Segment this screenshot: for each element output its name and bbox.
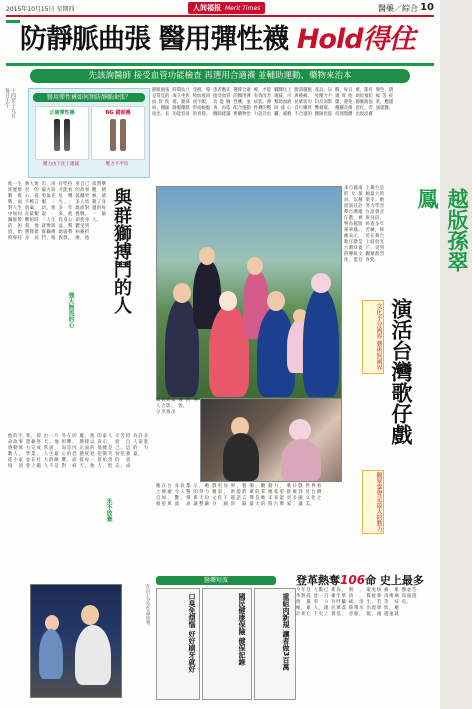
speaker-photo-caption: 在台上分享生命故事。 — [145, 584, 150, 629]
brief-box-1 — [156, 588, 200, 700]
correct-caption: 壓力由下往上遞減 — [43, 162, 79, 167]
speaker-photo[interactable] — [30, 584, 122, 698]
main-headline-text: 防靜脈曲張 醫用彈性襪 — [20, 24, 289, 55]
column-text: 十四至十九日 每日上午 — [4, 88, 16, 118]
person-figure — [75, 625, 111, 685]
issue-date: 2015年10月15日 星期四 — [6, 6, 75, 13]
sub-headline: 先該詢醫師 接受血管功能檢查 再選用合適襪 並輔助運動、藥物來治本 — [30, 69, 410, 83]
masthead-bar — [6, 2, 434, 17]
inset-photo[interactable] — [200, 398, 342, 482]
person-head — [173, 283, 191, 303]
newspaper-logo[interactable] — [188, 2, 265, 14]
page-number: 10 — [420, 2, 434, 13]
logo-english: Merit Times — [225, 4, 261, 12]
person-head — [247, 257, 263, 275]
person-head — [289, 419, 311, 441]
article-left-headline: 與群獅搏鬥的人 — [111, 188, 132, 314]
dengue-headline-pre: 登革熱奪 — [296, 574, 340, 587]
article-left-kicker-2: 永不放棄 — [105, 498, 112, 522]
dengue-headline-number: 106 — [340, 573, 366, 587]
person-head — [81, 605, 99, 625]
photo-caption: 演員與家人合影，分享演出後的喜悅。 — [156, 398, 198, 415]
cast-group-photo[interactable] — [156, 186, 342, 400]
person-head — [267, 291, 285, 311]
article-left-body: 他一生經歷無數挑戰，面對人生中如同獅群般的困境，始終保持強大無畏的心，從不輕言放棄。在最艱難的時刻，他選擇挺身而出，用毅力與勇氣克服一切。他說：「人生就像與群獅搏鬥，唯有堅持才能看見曙光。」多年來，他投身公益，幫助弱勢族群，用自己的故事鼓勵更多人勇敢面對挑戰。即使身體受到病痛折磨，他依然樂觀積極，感動了身邊的每一個人。 — [8, 182, 106, 241]
article-right-body: 來自越南的女演員，以精湛演技詮釋台灣歌仔戲，被譽為越版孫翠鳳。她表示，歌仔戲是台灣珍貴的傳統文化，能登上舞台是她最大的榮幸。她努力學習台語發音與身段，經過多年苦練，終於在舞台上綻放光芒，受到觀眾熱烈喜愛。 — [344, 186, 384, 263]
person-figure — [281, 439, 321, 481]
stocking-leg-icon — [64, 119, 70, 151]
dengue-headline — [296, 572, 424, 588]
wrong-stocking-card — [91, 106, 145, 160]
brief-box-2-title: 國民健康保險 健保記錄 — [238, 593, 246, 666]
article-right-headline: 演活台灣歌仔戲 — [389, 298, 413, 445]
article-body-top: 靜脈曲張是常見的血管疾病，醫師指出，長時間站立或久坐族群，腿部靜脈瓣膜功能容易受損，導致血液回流不順，形成蜿蜒的青筋。患者應先接受血管功能檢查，再依醫師建議選擇合適的醫用彈性襪，並配合運動與藥物治療，才能有效改善症狀。彈性襪的壓力設計由腳踝往上遞減，可幫助血液回流心臟，減輕腿部腫脹與痠痛。民眾切勿自行購買不合適的產品，以免壓力不均反而影響循環。醫師也提醒，每日適度抬腿、避免翹腳及維持理想體重，都有助於預防靜脈曲張惡化。若出現皮膚變色、潰瘍等症狀，應儘速就醫。 — [152, 88, 394, 117]
pull-quote: 觀眾掌聲是最大的動力 — [362, 470, 384, 534]
logo-chinese: 人间福报 — [193, 4, 221, 12]
stocking-leg-icon — [110, 119, 116, 151]
news-brief-header: 醫藥短波 — [156, 576, 276, 585]
decorative-rule — [6, 63, 434, 66]
decorative-rule — [6, 20, 20, 23]
person-figure — [303, 287, 339, 397]
left-column-strip — [4, 88, 26, 178]
dengue-article-body: 今年登革熱疫情嚴峻，累計死亡人數已達一百零六人，創下史上新高。衛生單位呼籲民眾落實巡、倒、清、刷，清除積水容器，避免病媒蚊孳生。若出現發燒、頭痛、肌肉痠痛等症狀，應儘速就醫並告知旅遊史。 — [296, 588, 417, 617]
article-left-kicker: 強大無畏的心 — [67, 292, 74, 328]
correct-stocking-card — [35, 106, 89, 160]
stocking-infographic — [28, 88, 150, 178]
section-label: 醫藥／綜合 — [378, 4, 418, 13]
wrong-label: NG 錯誤襪 — [105, 110, 131, 116]
brief-box-3-title: 重組肉新規 讓者做3百萬 — [282, 593, 290, 671]
brief-box-1-title: 口臭免煩惱 好好刷牙就好 — [188, 593, 196, 673]
pull-quote: 文化不分國界 藝術無國界 — [362, 300, 384, 374]
person-figure — [223, 433, 259, 481]
stocking-leg-icon — [120, 119, 126, 151]
person-head — [199, 247, 215, 265]
article-right-headline-name: 越版孫翠鳳 — [415, 188, 469, 272]
person-head — [311, 273, 331, 293]
dengue-headline-post: 命 史上最多 — [365, 574, 424, 587]
article-mid-body: 她在台上揮灑自如，唱腔與身段都令人驚艷。導演表示，她的努力與天份讓整齣戲更加精彩，文化不分國界，藝術能跨越語言的隔閡。觀眾的掌聲是她最大的動力，她希望未來能將台灣歌仔戲推廣到更多國家，讓世界看見台灣文化之美。 — [156, 484, 322, 507]
main-headline-accent: Hold得住 — [296, 24, 415, 55]
main-headline — [20, 20, 428, 60]
correct-label: 正確彈性襪 — [49, 110, 75, 116]
infographic-title: 醫用彈性襪如何預防靜脈曲張？ — [33, 93, 145, 102]
brief-box-2 — [202, 588, 252, 700]
person-figure — [39, 629, 63, 679]
brief-box-3 — [254, 588, 296, 700]
stocking-leg-icon — [54, 119, 60, 151]
person-head — [219, 291, 237, 311]
wrong-caption: 壓力不平均 — [105, 162, 129, 167]
article-left-body-lower: 他的生命故事感動無數人。從小家境清寒，卻憑藉努力完成學業，並在社會上闖出一片天。他常說，人生最大的敵人不是外在的困難，而是內心的恐懼。面對病魔，他選擇以正面的態度迎接每一天。他的家人表示，他總是把微笑留給別人，把辛苦留給自己。這份堅強的意志，成為許多人前進的力量。 — [8, 434, 148, 469]
